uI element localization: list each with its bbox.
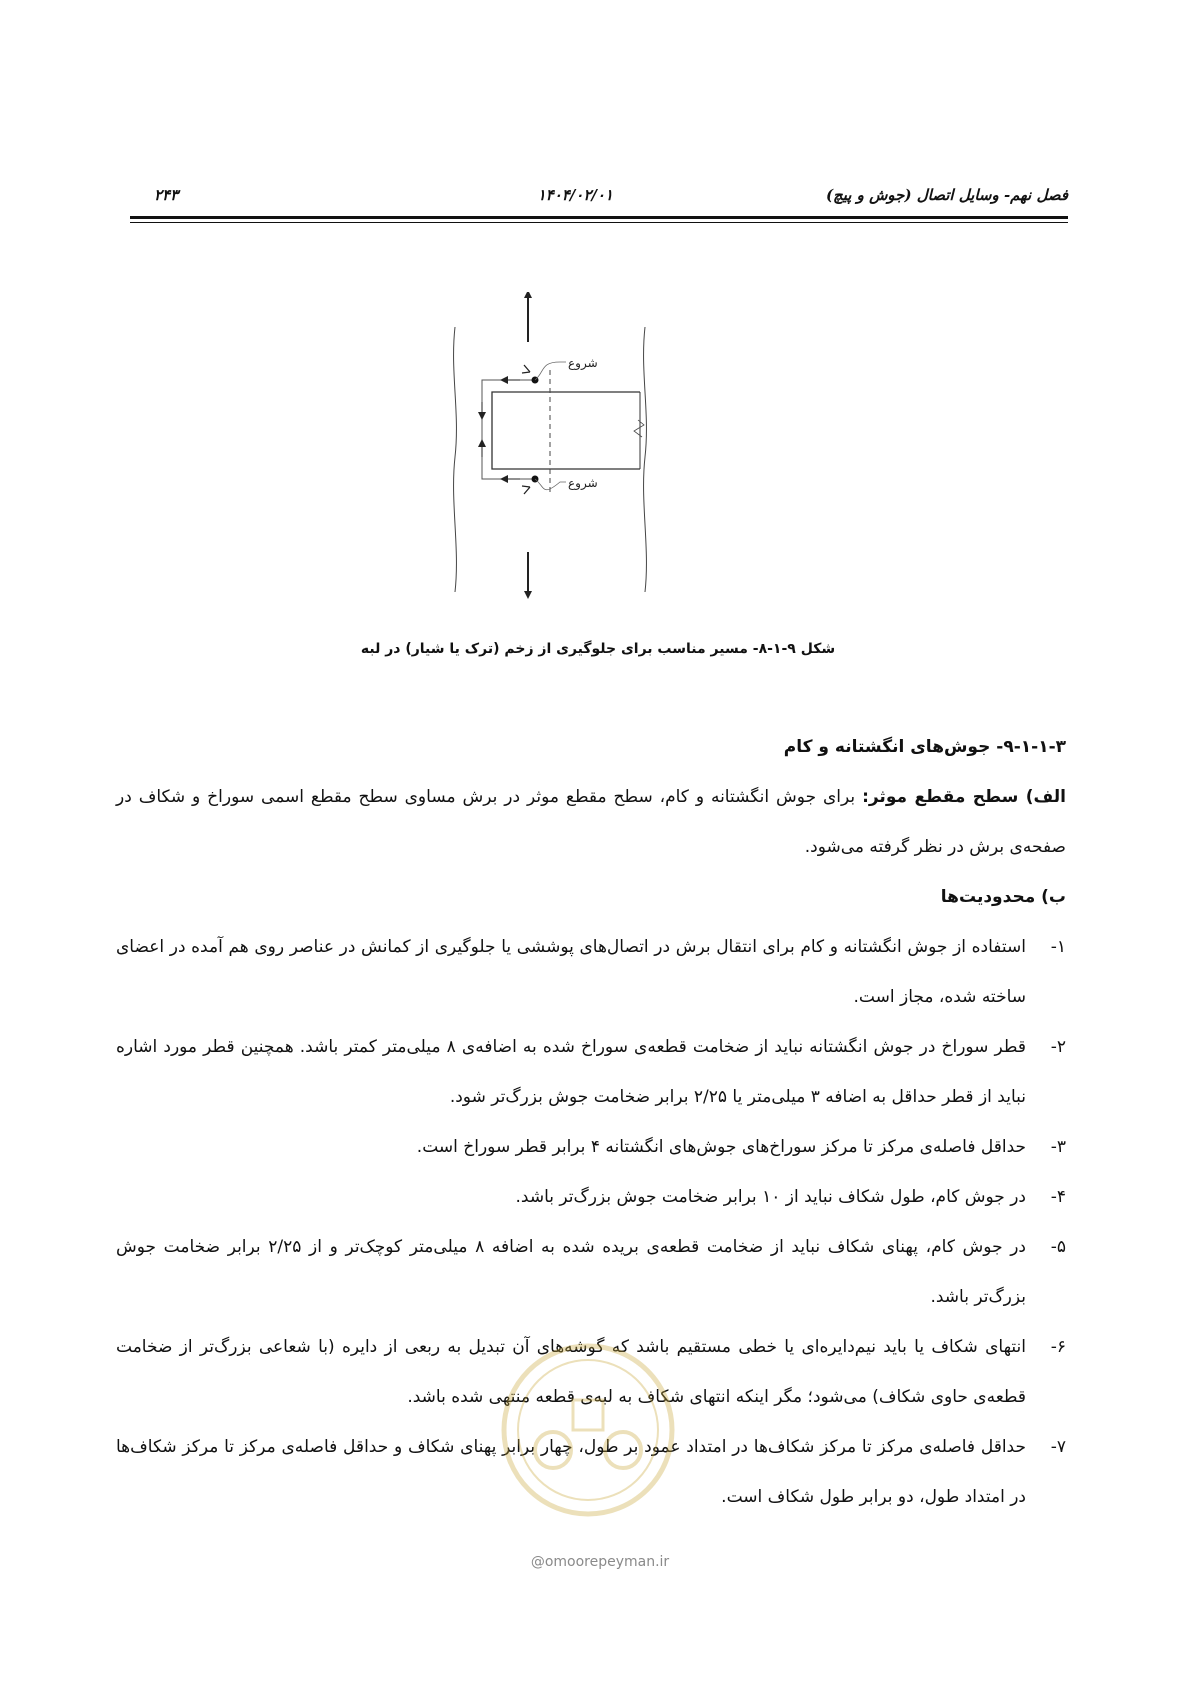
- list-item: [116, 1222, 1066, 1322]
- subheading-b: ب) محدودیت‌ها: [940, 887, 1066, 907]
- page-header: [132, 186, 1068, 216]
- item-text: حداقل فاصله‌ی مرکز تا مرکز شکاف‌ها در امتداد عمود بر طول، چهار برابر پهنای شکاف و حداقل فاصله‌ی مرکز تا مرکز شکاف‌ها در امتداد طول، دو برابر طول شکاف است.: [116, 1437, 1026, 1507]
- item-number: ۲-: [1050, 1037, 1066, 1057]
- item-text: در جوش کام، طول شکاف نباید از ۱۰ برابر ضخامت جوش بزرگ‌تر باشد.: [515, 1187, 1026, 1207]
- seal-emblem-icon: [498, 1340, 678, 1520]
- header-rule-thin: [130, 222, 1068, 223]
- section-heading: ۹-۱-۱-۳- جوش‌های انگشتانه و کام: [783, 737, 1066, 757]
- paragraph-a-text: برای جوش انگشتانه و کام، سطح مقطع موثر در برش مساوی سطح مقطع اسمی سوراخ و شکاف در صفحه‌ی برش در نظر گرفته می‌شود.: [116, 787, 1066, 857]
- item-number: ۷-: [1050, 1437, 1066, 1457]
- chapter-title: فصل نهم- وسایل اتصال (جوش و پیچ): [825, 186, 1068, 204]
- label-start-bottom: شروع: [568, 476, 598, 490]
- member-break: [634, 420, 644, 437]
- inserted-member: [492, 392, 640, 469]
- item-text: انتهای شکاف یا باید نیم‌دایره‌ای یا خطی مستقیم باشد که گوشه‌های آن تبدیل به ربعی از دایره (با شعاعی بزرگ‌تر از ضخامت قطعه‌ی حاوی شکاف) می‌شود؛ مگر اینکه انتهای شکاف به لبه‌ی قطعه منتهی شده باشد.: [116, 1337, 1026, 1407]
- item-number: ۴-: [1050, 1187, 1066, 1207]
- plate-right-edge: [644, 327, 647, 592]
- list-item: [116, 922, 1066, 1022]
- list-item: [116, 1022, 1066, 1122]
- header-rule-thick: [130, 216, 1068, 219]
- figure-caption: شکل ۹-۱-۸- مسیر مناسب برای جلوگیری از زخم (ترک یا شیار) در لبه: [360, 641, 836, 657]
- list-item: [116, 1122, 1066, 1172]
- weld-path-figure: [450, 292, 720, 632]
- header-date: ۱۴۰۴/۰۲/۰۱: [537, 186, 613, 204]
- label-start-top: شروع: [568, 356, 598, 370]
- item-text: حداقل فاصله‌ی مرکز تا مرکز سوراخ‌های جوش‌های انگشتانه ۴ برابر قطر سوراخ است.: [416, 1137, 1026, 1157]
- paragraph-a: [116, 772, 1066, 872]
- item-text: قطر سوراخ در جوش انگشتانه نباید از ضخامت قطعه‌ی سوراخ شده به اضافه‌ی ۸ میلی‌متر کمتر باشد. همچنین قطر مورد اشاره نباید از قطر حداقل به اضافه ۳ میلی‌متر یا ۲/۲۵ برابر ضخامت جوش بزرگ‌تر شود.: [116, 1037, 1026, 1107]
- item-number: ۶-: [1050, 1337, 1066, 1357]
- item-text: استفاده از جوش انگشتانه و کام برای انتقال برش در اتصال‌های پوششی یا جلوگیری از کمانش در عناصر روی هم آمده در اعضای ساخته شده، مجاز است.: [116, 937, 1026, 1007]
- plate-left-edge: [454, 327, 457, 592]
- item-number: ۳-: [1050, 1137, 1066, 1157]
- item-number: ۱-: [1050, 937, 1066, 957]
- item-text: در جوش کام، پهنای شکاف نباید از ضخامت قطعه‌ی بریده شده به اضافه ۸ میلی‌متر کوچک‌تر و از ۲/۲۵ برابر ضخامت جوش بزرگ‌تر باشد.: [116, 1237, 1026, 1307]
- paragraph-a-label: الف) سطح مقطع موثر:: [862, 787, 1066, 807]
- weld-path: [482, 380, 535, 479]
- page-number: ۲۴۳: [154, 186, 179, 204]
- watermark-site: @omoorepeyman.ir: [530, 1554, 670, 1570]
- item-number: ۵-: [1050, 1237, 1066, 1257]
- list-item: [116, 1172, 1066, 1222]
